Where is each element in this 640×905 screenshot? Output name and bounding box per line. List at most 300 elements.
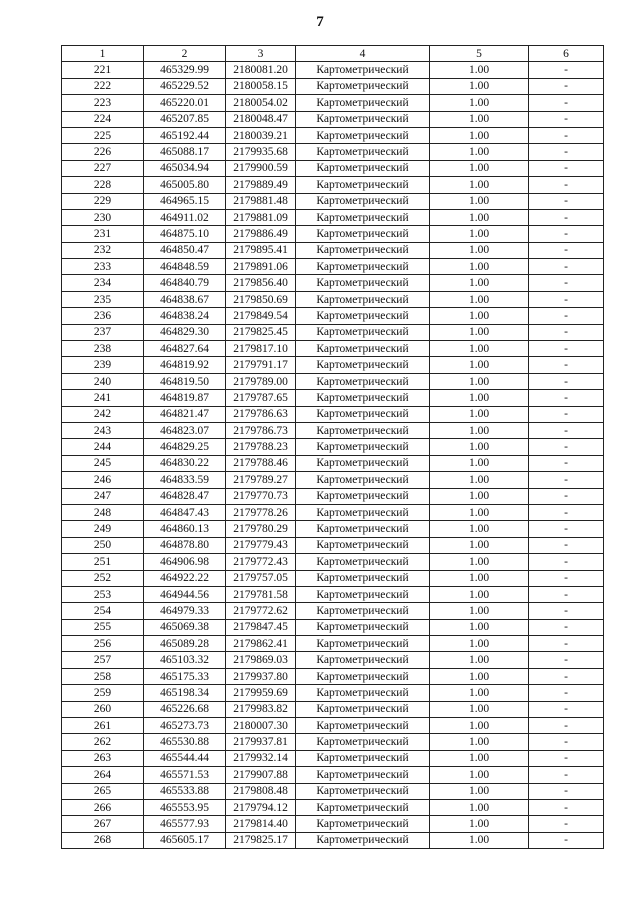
note-cell: - (529, 488, 604, 504)
accuracy-cell: 1.00 (430, 111, 529, 127)
note-cell: - (529, 226, 604, 242)
column-header: 2 (144, 46, 226, 62)
y-coordinate-cell: 2179937.81 (226, 734, 296, 750)
note-cell: - (529, 750, 604, 766)
note-cell: - (529, 767, 604, 783)
accuracy-cell: 1.00 (430, 226, 529, 242)
table-row (62, 324, 604, 340)
point-number-cell: 264 (62, 767, 144, 783)
point-number-cell: 261 (62, 718, 144, 734)
note-cell: - (529, 390, 604, 406)
point-number-cell: 252 (62, 570, 144, 586)
y-coordinate-cell: 2179850.69 (226, 291, 296, 307)
method-cell: Картометрический (296, 111, 430, 127)
note-cell: - (529, 95, 604, 111)
table-row (62, 668, 604, 684)
point-number-cell: 223 (62, 95, 144, 111)
x-coordinate-cell: 464911.02 (144, 209, 226, 225)
method-cell: Картометрический (296, 767, 430, 783)
method-cell: Картометрический (296, 242, 430, 258)
accuracy-cell: 1.00 (430, 521, 529, 537)
method-cell: Картометрический (296, 521, 430, 537)
method-cell: Картометрический (296, 652, 430, 668)
accuracy-cell: 1.00 (430, 668, 529, 684)
x-coordinate-cell: 464922.22 (144, 570, 226, 586)
y-coordinate-cell: 2179937.80 (226, 668, 296, 684)
y-coordinate-cell: 2179847.45 (226, 619, 296, 635)
y-coordinate-cell: 2179983.82 (226, 701, 296, 717)
column-header: 4 (296, 46, 430, 62)
point-number-cell: 225 (62, 127, 144, 143)
accuracy-cell: 1.00 (430, 291, 529, 307)
note-cell: - (529, 193, 604, 209)
accuracy-cell: 1.00 (430, 750, 529, 766)
x-coordinate-cell: 464833.59 (144, 472, 226, 488)
point-number-cell: 227 (62, 160, 144, 176)
method-cell: Картометрический (296, 324, 430, 340)
point-number-cell: 233 (62, 259, 144, 275)
table-row (62, 636, 604, 652)
method-cell: Картометрический (296, 390, 430, 406)
column-header: 3 (226, 46, 296, 62)
coordinates-table (61, 45, 604, 849)
y-coordinate-cell: 2179780.29 (226, 521, 296, 537)
method-cell: Картометрический (296, 357, 430, 373)
y-coordinate-cell: 2179778.26 (226, 504, 296, 520)
method-cell: Картометрический (296, 783, 430, 799)
point-number-cell: 266 (62, 799, 144, 815)
note-cell: - (529, 570, 604, 586)
table-header-row (62, 46, 604, 62)
method-cell: Картометрический (296, 62, 430, 78)
point-number-cell: 238 (62, 341, 144, 357)
accuracy-cell: 1.00 (430, 242, 529, 258)
point-number-cell: 244 (62, 439, 144, 455)
point-number-cell: 247 (62, 488, 144, 504)
point-number-cell: 240 (62, 373, 144, 389)
y-coordinate-cell: 2179881.48 (226, 193, 296, 209)
method-cell: Картометрический (296, 439, 430, 455)
y-coordinate-cell: 2179862.41 (226, 636, 296, 652)
method-cell: Картометрический (296, 570, 430, 586)
x-coordinate-cell: 465069.38 (144, 619, 226, 635)
accuracy-cell: 1.00 (430, 406, 529, 422)
note-cell: - (529, 439, 604, 455)
note-cell: - (529, 718, 604, 734)
point-number-cell: 226 (62, 144, 144, 160)
note-cell: - (529, 422, 604, 438)
note-cell: - (529, 521, 604, 537)
point-number-cell: 242 (62, 406, 144, 422)
point-number-cell: 222 (62, 78, 144, 94)
x-coordinate-cell: 464848.59 (144, 259, 226, 275)
accuracy-cell: 1.00 (430, 652, 529, 668)
x-coordinate-cell: 465226.68 (144, 701, 226, 717)
y-coordinate-cell: 2180048.47 (226, 111, 296, 127)
method-cell: Картометрический (296, 160, 430, 176)
x-coordinate-cell: 464840.79 (144, 275, 226, 291)
accuracy-cell: 1.00 (430, 718, 529, 734)
point-number-cell: 265 (62, 783, 144, 799)
table-row (62, 570, 604, 586)
x-coordinate-cell: 465605.17 (144, 832, 226, 848)
table-row (62, 177, 604, 193)
accuracy-cell: 1.00 (430, 160, 529, 176)
table-row (62, 422, 604, 438)
method-cell: Картометрический (296, 78, 430, 94)
table-row (62, 554, 604, 570)
note-cell: - (529, 734, 604, 750)
accuracy-cell: 1.00 (430, 62, 529, 78)
point-number-cell: 256 (62, 636, 144, 652)
x-coordinate-cell: 465530.88 (144, 734, 226, 750)
method-cell: Картометрический (296, 209, 430, 225)
method-cell: Картометрический (296, 127, 430, 143)
x-coordinate-cell: 465273.73 (144, 718, 226, 734)
accuracy-cell: 1.00 (430, 488, 529, 504)
x-coordinate-cell: 464827.64 (144, 341, 226, 357)
y-coordinate-cell: 2179900.59 (226, 160, 296, 176)
x-coordinate-cell: 464819.87 (144, 390, 226, 406)
note-cell: - (529, 504, 604, 520)
y-coordinate-cell: 2179849.54 (226, 308, 296, 324)
note-cell: - (529, 455, 604, 471)
y-coordinate-cell: 2180039.21 (226, 127, 296, 143)
x-coordinate-cell: 464878.80 (144, 537, 226, 553)
method-cell: Картометрический (296, 734, 430, 750)
method-cell: Картометрический (296, 504, 430, 520)
note-cell: - (529, 603, 604, 619)
accuracy-cell: 1.00 (430, 390, 529, 406)
x-coordinate-cell: 465103.32 (144, 652, 226, 668)
table-row (62, 799, 604, 815)
accuracy-cell: 1.00 (430, 259, 529, 275)
table-row (62, 521, 604, 537)
y-coordinate-cell: 2179788.46 (226, 455, 296, 471)
method-cell: Картометрический (296, 636, 430, 652)
note-cell: - (529, 111, 604, 127)
method-cell: Картометрический (296, 291, 430, 307)
point-number-cell: 253 (62, 586, 144, 602)
method-cell: Картометрический (296, 144, 430, 160)
point-number-cell: 234 (62, 275, 144, 291)
method-cell: Картометрический (296, 537, 430, 553)
method-cell: Картометрический (296, 308, 430, 324)
table-row (62, 62, 604, 78)
note-cell: - (529, 324, 604, 340)
x-coordinate-cell: 465207.85 (144, 111, 226, 127)
point-number-cell: 257 (62, 652, 144, 668)
x-coordinate-cell: 465544.44 (144, 750, 226, 766)
table-row (62, 750, 604, 766)
accuracy-cell: 1.00 (430, 341, 529, 357)
point-number-cell: 248 (62, 504, 144, 520)
y-coordinate-cell: 2179779.43 (226, 537, 296, 553)
point-number-cell: 235 (62, 291, 144, 307)
point-number-cell: 245 (62, 455, 144, 471)
point-number-cell: 249 (62, 521, 144, 537)
table-row (62, 111, 604, 127)
table-row (62, 127, 604, 143)
x-coordinate-cell: 464850.47 (144, 242, 226, 258)
y-coordinate-cell: 2179814.40 (226, 816, 296, 832)
note-cell: - (529, 636, 604, 652)
accuracy-cell: 1.00 (430, 554, 529, 570)
point-number-cell: 221 (62, 62, 144, 78)
point-number-cell: 263 (62, 750, 144, 766)
accuracy-cell: 1.00 (430, 537, 529, 553)
table-row (62, 209, 604, 225)
x-coordinate-cell: 465533.88 (144, 783, 226, 799)
method-cell: Картометрический (296, 341, 430, 357)
method-cell: Картометрический (296, 668, 430, 684)
x-coordinate-cell: 465220.01 (144, 95, 226, 111)
y-coordinate-cell: 2179786.63 (226, 406, 296, 422)
x-coordinate-cell: 464828.47 (144, 488, 226, 504)
x-coordinate-cell: 464819.50 (144, 373, 226, 389)
table-row (62, 341, 604, 357)
table-row (62, 767, 604, 783)
x-coordinate-cell: 464829.30 (144, 324, 226, 340)
y-coordinate-cell: 2180007.30 (226, 718, 296, 734)
method-cell: Картометрический (296, 95, 430, 111)
column-header: 1 (62, 46, 144, 62)
method-cell: Картометрический (296, 816, 430, 832)
table-row (62, 586, 604, 602)
x-coordinate-cell: 464944.56 (144, 586, 226, 602)
x-coordinate-cell: 465198.34 (144, 685, 226, 701)
point-number-cell: 259 (62, 685, 144, 701)
method-cell: Картометрический (296, 193, 430, 209)
method-cell: Картометрический (296, 701, 430, 717)
note-cell: - (529, 652, 604, 668)
y-coordinate-cell: 2179772.43 (226, 554, 296, 570)
x-coordinate-cell: 464823.07 (144, 422, 226, 438)
y-coordinate-cell: 2179869.03 (226, 652, 296, 668)
note-cell: - (529, 308, 604, 324)
point-number-cell: 241 (62, 390, 144, 406)
note-cell: - (529, 668, 604, 684)
note-cell: - (529, 177, 604, 193)
accuracy-cell: 1.00 (430, 422, 529, 438)
point-number-cell: 255 (62, 619, 144, 635)
method-cell: Картометрический (296, 373, 430, 389)
table-row (62, 308, 604, 324)
note-cell: - (529, 209, 604, 225)
y-coordinate-cell: 2179789.27 (226, 472, 296, 488)
table-row (62, 455, 604, 471)
table-row (62, 144, 604, 160)
accuracy-cell: 1.00 (430, 619, 529, 635)
accuracy-cell: 1.00 (430, 78, 529, 94)
method-cell: Картометрический (296, 177, 430, 193)
point-number-cell: 231 (62, 226, 144, 242)
table-row (62, 472, 604, 488)
x-coordinate-cell: 465229.52 (144, 78, 226, 94)
accuracy-cell: 1.00 (430, 127, 529, 143)
x-coordinate-cell: 464838.24 (144, 308, 226, 324)
point-number-cell: 243 (62, 422, 144, 438)
accuracy-cell: 1.00 (430, 701, 529, 717)
method-cell: Картометрический (296, 685, 430, 701)
table-row (62, 488, 604, 504)
y-coordinate-cell: 2179781.58 (226, 586, 296, 602)
accuracy-cell: 1.00 (430, 193, 529, 209)
note-cell: - (529, 832, 604, 848)
x-coordinate-cell: 464979.33 (144, 603, 226, 619)
point-number-cell: 229 (62, 193, 144, 209)
x-coordinate-cell: 465088.17 (144, 144, 226, 160)
point-number-cell: 237 (62, 324, 144, 340)
x-coordinate-cell: 464829.25 (144, 439, 226, 455)
point-number-cell: 258 (62, 668, 144, 684)
accuracy-cell: 1.00 (430, 95, 529, 111)
y-coordinate-cell: 2179791.17 (226, 357, 296, 373)
accuracy-cell: 1.00 (430, 324, 529, 340)
accuracy-cell: 1.00 (430, 767, 529, 783)
note-cell: - (529, 78, 604, 94)
point-number-cell: 250 (62, 537, 144, 553)
y-coordinate-cell: 2179886.49 (226, 226, 296, 242)
point-number-cell: 262 (62, 734, 144, 750)
note-cell: - (529, 357, 604, 373)
table-row (62, 390, 604, 406)
point-number-cell: 260 (62, 701, 144, 717)
y-coordinate-cell: 2179932.14 (226, 750, 296, 766)
method-cell: Картометрический (296, 275, 430, 291)
table-row (62, 504, 604, 520)
x-coordinate-cell: 465005.80 (144, 177, 226, 193)
table-row (62, 275, 604, 291)
y-coordinate-cell: 2179825.17 (226, 832, 296, 848)
accuracy-cell: 1.00 (430, 603, 529, 619)
method-cell: Картометрический (296, 619, 430, 635)
x-coordinate-cell: 465577.93 (144, 816, 226, 832)
method-cell: Картометрический (296, 455, 430, 471)
y-coordinate-cell: 2179794.12 (226, 799, 296, 815)
method-cell: Картометрический (296, 586, 430, 602)
table-row (62, 603, 604, 619)
note-cell: - (529, 619, 604, 635)
note-cell: - (529, 537, 604, 553)
x-coordinate-cell: 464847.43 (144, 504, 226, 520)
table-row (62, 406, 604, 422)
y-coordinate-cell: 2179757.05 (226, 570, 296, 586)
method-cell: Картометрический (296, 718, 430, 734)
page-number: 7 (316, 14, 324, 30)
method-cell: Картометрический (296, 488, 430, 504)
accuracy-cell: 1.00 (430, 177, 529, 193)
note-cell: - (529, 242, 604, 258)
accuracy-cell: 1.00 (430, 816, 529, 832)
method-cell: Картометрический (296, 554, 430, 570)
method-cell: Картометрический (296, 406, 430, 422)
note-cell: - (529, 586, 604, 602)
accuracy-cell: 1.00 (430, 734, 529, 750)
y-coordinate-cell: 2179881.09 (226, 209, 296, 225)
method-cell: Картометрический (296, 832, 430, 848)
table-row (62, 242, 604, 258)
y-coordinate-cell: 2179788.23 (226, 439, 296, 455)
table-row (62, 439, 604, 455)
accuracy-cell: 1.00 (430, 373, 529, 389)
x-coordinate-cell: 464819.92 (144, 357, 226, 373)
table-body (62, 62, 604, 849)
table-row (62, 718, 604, 734)
x-coordinate-cell: 464838.67 (144, 291, 226, 307)
note-cell: - (529, 144, 604, 160)
method-cell: Картометрический (296, 226, 430, 242)
x-coordinate-cell: 465571.53 (144, 767, 226, 783)
note-cell: - (529, 62, 604, 78)
table-row (62, 619, 604, 635)
note-cell: - (529, 685, 604, 701)
y-coordinate-cell: 2180081.20 (226, 62, 296, 78)
point-number-cell: 268 (62, 832, 144, 848)
table-row (62, 701, 604, 717)
note-cell: - (529, 701, 604, 717)
accuracy-cell: 1.00 (430, 439, 529, 455)
point-number-cell: 228 (62, 177, 144, 193)
table-row (62, 291, 604, 307)
table-row (62, 259, 604, 275)
note-cell: - (529, 341, 604, 357)
table-row (62, 160, 604, 176)
y-coordinate-cell: 2179891.06 (226, 259, 296, 275)
table-row (62, 95, 604, 111)
note-cell: - (529, 259, 604, 275)
accuracy-cell: 1.00 (430, 783, 529, 799)
accuracy-cell: 1.00 (430, 570, 529, 586)
x-coordinate-cell: 464860.13 (144, 521, 226, 537)
x-coordinate-cell: 464965.15 (144, 193, 226, 209)
table-row (62, 783, 604, 799)
x-coordinate-cell: 464875.10 (144, 226, 226, 242)
accuracy-cell: 1.00 (430, 504, 529, 520)
table-row (62, 226, 604, 242)
point-number-cell: 246 (62, 472, 144, 488)
point-number-cell: 254 (62, 603, 144, 619)
x-coordinate-cell: 465089.28 (144, 636, 226, 652)
method-cell: Картометрический (296, 799, 430, 815)
method-cell: Картометрический (296, 259, 430, 275)
point-number-cell: 267 (62, 816, 144, 832)
y-coordinate-cell: 2179770.73 (226, 488, 296, 504)
x-coordinate-cell: 464906.98 (144, 554, 226, 570)
accuracy-cell: 1.00 (430, 209, 529, 225)
note-cell: - (529, 291, 604, 307)
column-header: 5 (430, 46, 529, 62)
note-cell: - (529, 275, 604, 291)
column-header: 6 (529, 46, 604, 62)
accuracy-cell: 1.00 (430, 799, 529, 815)
y-coordinate-cell: 2179808.48 (226, 783, 296, 799)
point-number-cell: 232 (62, 242, 144, 258)
y-coordinate-cell: 2179935.68 (226, 144, 296, 160)
x-coordinate-cell: 465553.95 (144, 799, 226, 815)
y-coordinate-cell: 2179895.41 (226, 242, 296, 258)
y-coordinate-cell: 2179959.69 (226, 685, 296, 701)
accuracy-cell: 1.00 (430, 308, 529, 324)
y-coordinate-cell: 2179789.00 (226, 373, 296, 389)
accuracy-cell: 1.00 (430, 832, 529, 848)
accuracy-cell: 1.00 (430, 144, 529, 160)
note-cell: - (529, 783, 604, 799)
x-coordinate-cell: 465175.33 (144, 668, 226, 684)
table-row (62, 78, 604, 94)
table-row (62, 685, 604, 701)
y-coordinate-cell: 2179817.10 (226, 341, 296, 357)
